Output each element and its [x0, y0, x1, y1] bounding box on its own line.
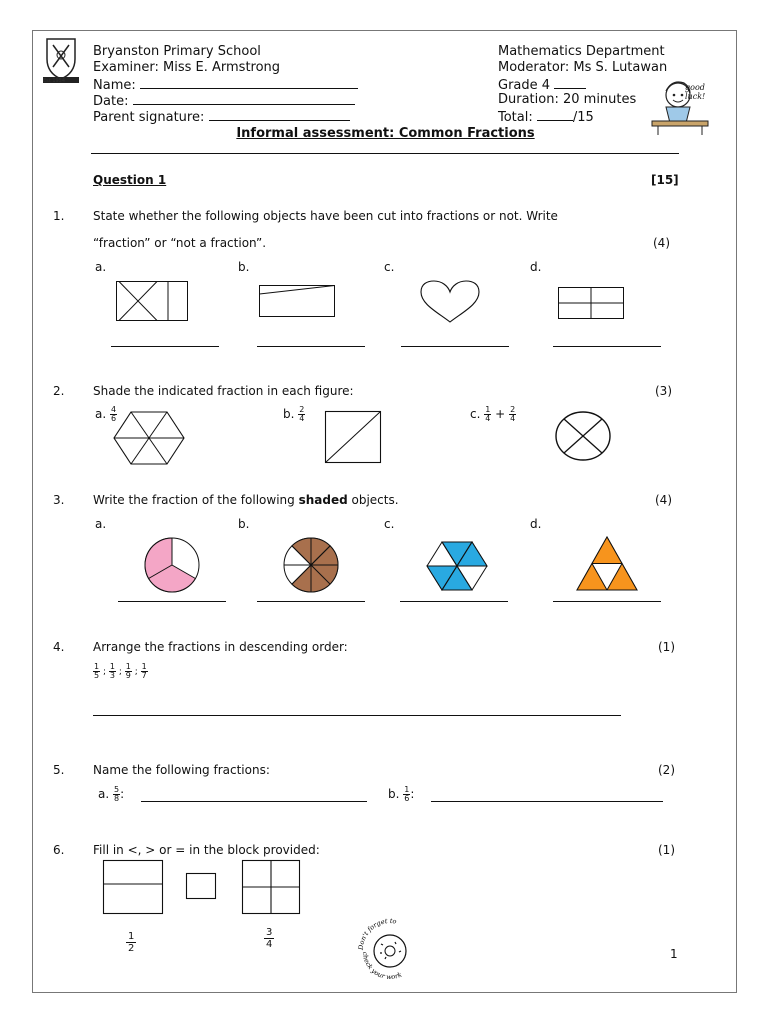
q2b-square-figure	[325, 411, 381, 463]
date-label: Date:	[93, 94, 129, 109]
q5b-fraction: $\frac{1}{6}$	[404, 785, 410, 803]
page-number: 1	[670, 947, 678, 961]
q5b-answer-line[interactable]	[431, 801, 663, 802]
parent-signature-field[interactable]	[93, 108, 350, 126]
q5a-answer-line[interactable]	[141, 801, 367, 802]
q3-label-a: a.	[95, 517, 107, 531]
q3c-answer-line[interactable]	[400, 601, 508, 602]
q2-marks: (3)	[655, 384, 672, 398]
q3-number: 3.	[53, 493, 65, 507]
q4-separator: ;	[134, 667, 138, 677]
total-label: Total:	[498, 110, 533, 125]
q1-number: 1.	[53, 209, 65, 223]
q6-marks: (1)	[658, 843, 675, 857]
examiner: Examiner: Miss E. Armstrong	[93, 60, 281, 75]
q4-fraction-4: $\frac{1}{7}$	[141, 662, 147, 680]
q6-number: 6.	[53, 843, 65, 857]
q4-fraction-1: $\frac{1}{5}$	[94, 662, 100, 680]
q6-left-fraction: $\frac{1}{2}$	[128, 931, 135, 954]
q1-label-c: c.	[384, 260, 395, 274]
q1-label-b: b.	[238, 260, 250, 274]
q1a-rectangle-figure	[116, 281, 188, 321]
q5a-fraction: $\frac{5}{8}$	[114, 785, 120, 803]
page-title: Informal assessment: Common Fractions	[236, 126, 535, 141]
q1b-answer-line[interactable]	[257, 346, 365, 347]
total-field[interactable]	[498, 108, 594, 126]
donut-stamp-icon	[355, 916, 425, 982]
school-name: Bryanston Primary School	[93, 44, 261, 59]
moderator: Moderator: Ms S. Lutawan	[498, 60, 668, 75]
q2a-hexagon-figure	[113, 411, 185, 465]
q1-text-line1: State whether the following objects have been cut into fractions or not. Write	[93, 209, 558, 223]
q2-number: 2.	[53, 384, 65, 398]
q4-fraction-2: $\frac{1}{3}$	[109, 662, 115, 680]
q3b-circle-figure	[283, 537, 339, 593]
q6-right-square-figure	[242, 860, 300, 914]
parent-signature-label: Parent signature:	[93, 110, 205, 125]
q5-number: 5.	[53, 763, 65, 777]
q1c-answer-line[interactable]	[401, 346, 509, 347]
q1d-rectangle-figure	[558, 287, 624, 319]
q3c-hexagon-figure	[426, 541, 488, 591]
q1-text-line2: “fraction” or “not a fraction”.	[93, 236, 267, 250]
q3b-answer-line[interactable]	[257, 601, 365, 602]
q5a-label: a.	[98, 787, 110, 801]
q2c-circle-figure	[555, 411, 611, 461]
worksheet-page	[32, 30, 737, 993]
q4-separator: ;	[118, 667, 122, 677]
question-heading: Question 1	[93, 173, 167, 187]
sticker-caption: good luck!	[685, 83, 706, 101]
q1c-heart-figure	[419, 280, 481, 324]
q4-separator: ;	[102, 667, 107, 677]
q5b-colon: :	[410, 787, 415, 801]
q5b-label: b.	[388, 787, 400, 801]
question-total: [15]	[651, 173, 679, 187]
q1b-rectangle-figure	[259, 285, 335, 317]
q2c-fraction-2: $\frac{2}{4}$	[510, 405, 516, 423]
q1d-answer-line[interactable]	[553, 346, 661, 347]
q2c-fraction-1: $\frac{1}{4}$	[485, 405, 491, 423]
duration: Duration: 20 minutes	[498, 92, 637, 107]
q5a-colon: :	[120, 787, 125, 801]
q4-number: 4.	[53, 640, 65, 654]
name-label: Name:	[93, 78, 136, 93]
q1-marks: (4)	[653, 236, 670, 250]
q2b-fraction: $\frac{2}{4}$	[299, 405, 305, 423]
q4-text: Arrange the fractions in descending order:	[93, 640, 348, 654]
grade-label: Grade 4	[498, 78, 551, 93]
q3-text: Write the fraction of the following shaded objects.	[93, 493, 399, 507]
q3d-triangle-figure	[576, 536, 638, 591]
total-value: /15	[572, 110, 594, 125]
q3d-answer-line[interactable]	[553, 601, 661, 602]
q2c-prompt	[470, 406, 516, 423]
q6-answer-block[interactable]	[186, 873, 216, 899]
q3a-answer-line[interactable]	[118, 601, 226, 602]
q2a-fraction: $\frac{4}{6}$	[111, 405, 117, 423]
q3a-circle-figure	[144, 537, 200, 593]
q4-fraction-3: $\frac{1}{9}$	[125, 662, 131, 680]
stamp-top-text: Don't forget to	[356, 916, 398, 951]
q3-label-b: b.	[238, 517, 250, 531]
q1a-answer-line[interactable]	[111, 346, 219, 347]
q2b-prompt	[283, 406, 305, 423]
q4-marks: (1)	[658, 640, 675, 654]
q2c-label: c.	[470, 407, 481, 421]
q2b-label: b.	[283, 407, 295, 421]
q1-label-d: d.	[530, 260, 542, 274]
q4-answer-line[interactable]	[93, 715, 621, 716]
q3-marks: (4)	[655, 493, 672, 507]
q2-text: Shade the indicated fraction in each figure:	[93, 384, 354, 398]
crest-motto: Est 1954	[43, 78, 66, 84]
q6-left-rectangle-figure	[103, 860, 163, 914]
q3-label-d: d.	[530, 517, 542, 531]
stamp-bottom-text: check your work	[360, 951, 404, 982]
q5a-prompt	[98, 786, 124, 803]
q3-label-c: c.	[384, 517, 395, 531]
q2c-operator: +	[495, 407, 506, 421]
q4-fraction-list	[93, 663, 148, 680]
q5b-prompt	[388, 786, 414, 803]
department: Mathematics Department	[498, 44, 665, 59]
q5-marks: (2)	[658, 763, 675, 777]
q6-right-fraction: $\frac{3}{4}$	[266, 927, 273, 950]
q1-label-a: a.	[95, 260, 107, 274]
title-divider	[91, 153, 679, 154]
q6-text: Fill in <, > or = in the block provided:	[93, 843, 320, 857]
q5-text: Name the following fractions:	[93, 763, 270, 777]
q2a-label: a.	[95, 407, 107, 421]
